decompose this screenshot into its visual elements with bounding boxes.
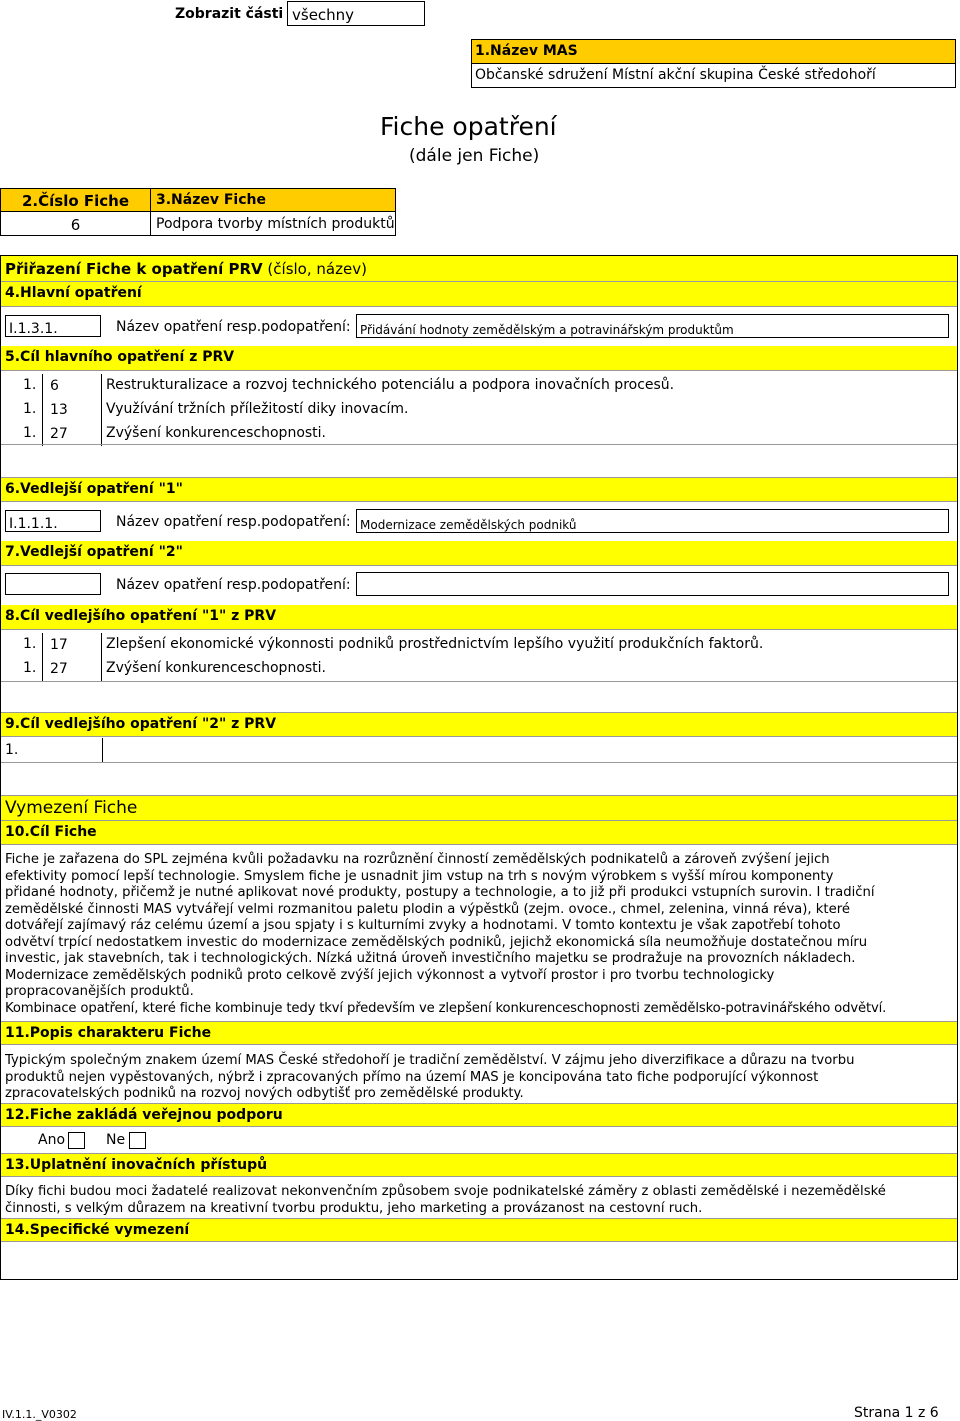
assignment-title: Přiřazení Fiche k opatření PRV bbox=[5, 260, 263, 278]
specific-header: 14.Specifické vymezení bbox=[1, 1218, 957, 1242]
innov-header: 13.Uplatnění inovačních přístupů bbox=[1, 1153, 957, 1177]
divider bbox=[1, 762, 957, 763]
side2-goals-header: 9.Cíl vedlejšího opatření "2" z PRV bbox=[1, 712, 957, 737]
list-item: 1. 13 Využívání tržních příležitostí diky inovacím. bbox=[1, 398, 957, 422]
list-item: 1. 6 Restrukturalizace a rozvoj technického potenciálu a podpora inovačních procesů. bbox=[1, 374, 957, 398]
main-measure-header: 4.Hlavní opatření bbox=[1, 282, 957, 307]
list-item: 1. 17 Zlepšení ekonomické výkonnosti podniků prostřednictvím lepšího využití produkčních faktorů. bbox=[1, 633, 957, 657]
side1-code: I.1.1.1. bbox=[5, 510, 101, 532]
list-item: 1. 27 Zvýšení konkurenceschopnosti. bbox=[1, 657, 957, 681]
fiche-name-header: 3.Název Fiche bbox=[151, 189, 395, 212]
side2-header: 7.Vedlejší opatření "2" bbox=[1, 541, 957, 566]
page-number: Strana 1 z 6 bbox=[854, 1405, 939, 1421]
page-subtitle: (dále jen Fiche) bbox=[409, 146, 540, 166]
mas-header: 1.Název MAS bbox=[472, 40, 955, 64]
main-measure-name-field: Přidávání hodnoty zemědělským a potravinářským produktům bbox=[356, 314, 949, 338]
side1-header: 6.Vedlejší opatření "1" bbox=[1, 477, 957, 502]
column-divider bbox=[102, 738, 103, 762]
side1-name-field: Modernizace zemědělských podniků bbox=[356, 509, 949, 533]
innov-text: Díky fichi budou moci žadatelé realizovat nekonvenčním způsobem svoje podnikatelské záměry z oblasti zemědělské i nezemědělské činnosti, s velkým důrazem na kreativní tvorbu produktu, jeho marketing a provázanost na cestovní ruch. bbox=[5, 1184, 886, 1216]
mas-name: Občanské sdružení Místní akční skupina České středohoří bbox=[475, 67, 876, 83]
yes-checkbox[interactable] bbox=[68, 1132, 85, 1149]
yes-label: Ano bbox=[38, 1132, 66, 1148]
no-label: Ne bbox=[106, 1132, 126, 1148]
main-measure-name-label: Název opatření resp.podopatření: bbox=[116, 319, 351, 335]
list-item: 1. bbox=[1, 738, 957, 762]
goal-header: 10.Cíl Fiche bbox=[1, 821, 957, 845]
main-measure-code: I.1.3.1. bbox=[5, 315, 101, 337]
filter-select[interactable] bbox=[287, 1, 425, 26]
main-goals-header: 5.Cíl hlavního opatření z PRV bbox=[1, 346, 957, 371]
divider bbox=[1, 444, 957, 445]
side2-name-label: Název opatření resp.podopatření: bbox=[116, 577, 351, 593]
fiche-box bbox=[0, 188, 396, 236]
side2-name-field bbox=[356, 572, 949, 596]
char-text: Typickým společným znakem území MAS České středohoří je tradiční zemědělství. V zájmu jeho diverzifikace a důrazu na tvorbu produktů nejen vypěstovaných, nýbrž i zpracovaných přímo na území MAS je koncipována tato fiche podporující výkonnost zpracovatelských podniků na rozvoj nových odbytišť pro zemědělské produkty. bbox=[5, 1053, 855, 1101]
fiche-name: Podpora tvorby místních produktů bbox=[156, 216, 395, 232]
assignment-header bbox=[1, 256, 957, 282]
divider bbox=[1, 681, 957, 682]
mas-box bbox=[471, 39, 956, 88]
definition-title: Vymezení Fiche bbox=[1, 795, 957, 821]
side2-code bbox=[5, 573, 101, 595]
assignment-subtitle: (číslo, název) bbox=[262, 260, 367, 278]
char-header: 11.Popis charakteru Fiche bbox=[1, 1021, 957, 1045]
form-container bbox=[0, 255, 958, 1280]
footer-code: IV.1.1._V0302 bbox=[2, 1408, 77, 1421]
support-header: 12.Fiche zakládá veřejnou podporu bbox=[1, 1103, 957, 1127]
side1-name-label: Název opatření resp.podopatření: bbox=[116, 514, 351, 530]
page-title: Fiche opatření bbox=[380, 112, 557, 141]
list-item: 1. 27 Zvýšení konkurenceschopnosti. bbox=[1, 422, 957, 446]
goal-text: Fiche je zařazena do SPL zejména kvůli požadavku na rozrůznění činností zemědělských podnikatelů a zároveň zvýšení jejich efektivity pomocí lepší technologie. Smyslem fiche je usnadnit jim vstup na trh s novým výrobkem s vyšší mírou komponenty přidané hodnoty, přičemž je nutné aplikovat nové produkty, postupy a technologie, a to již při produkci vstupních surovin. I tradiční zemědělské činnosti MAS vytvářejí velmi rozmanitou paletu plodin a výpěstků (zejm. ovoce., chmel, zelenina, vinná réva), které dotvářejí zajímavý ráz celému území a jsou spjaty i s kulturními zvyky a hodnotami. V tomto kontextu je však zapotřebí tohoto odvětví trpící nedostatkem investic do modernizace zemědělských podniků, jejichž ekonomická síla neumožňuje dostatečnou míru investic, jak stavebních, tak i technologických. Nízká užitná úroveň investičního majetku se prodražuje na provozních nákladech. Modernizace zemědělských podniků proto celkově zvýší jejich výkonnost a vytvoří prostor i pro tvorbu technologicky propracovanějších produktů. Kombinace opatření, které fiche kombinuje tedy tkví především ve zlepšení konkurenceschopnosti zemědělsko-potravinářského odvětví. bbox=[5, 852, 887, 1016]
no-checkbox[interactable] bbox=[129, 1132, 146, 1149]
fiche-number: 6 bbox=[1, 212, 151, 236]
filter-value: všechny bbox=[292, 6, 355, 24]
filter-label: Zobrazit části bbox=[175, 6, 284, 22]
side1-goals-header: 8.Cíl vedlejšího opatření "1" z PRV bbox=[1, 605, 957, 630]
fiche-number-header: 2.Číslo Fiche bbox=[1, 189, 151, 212]
